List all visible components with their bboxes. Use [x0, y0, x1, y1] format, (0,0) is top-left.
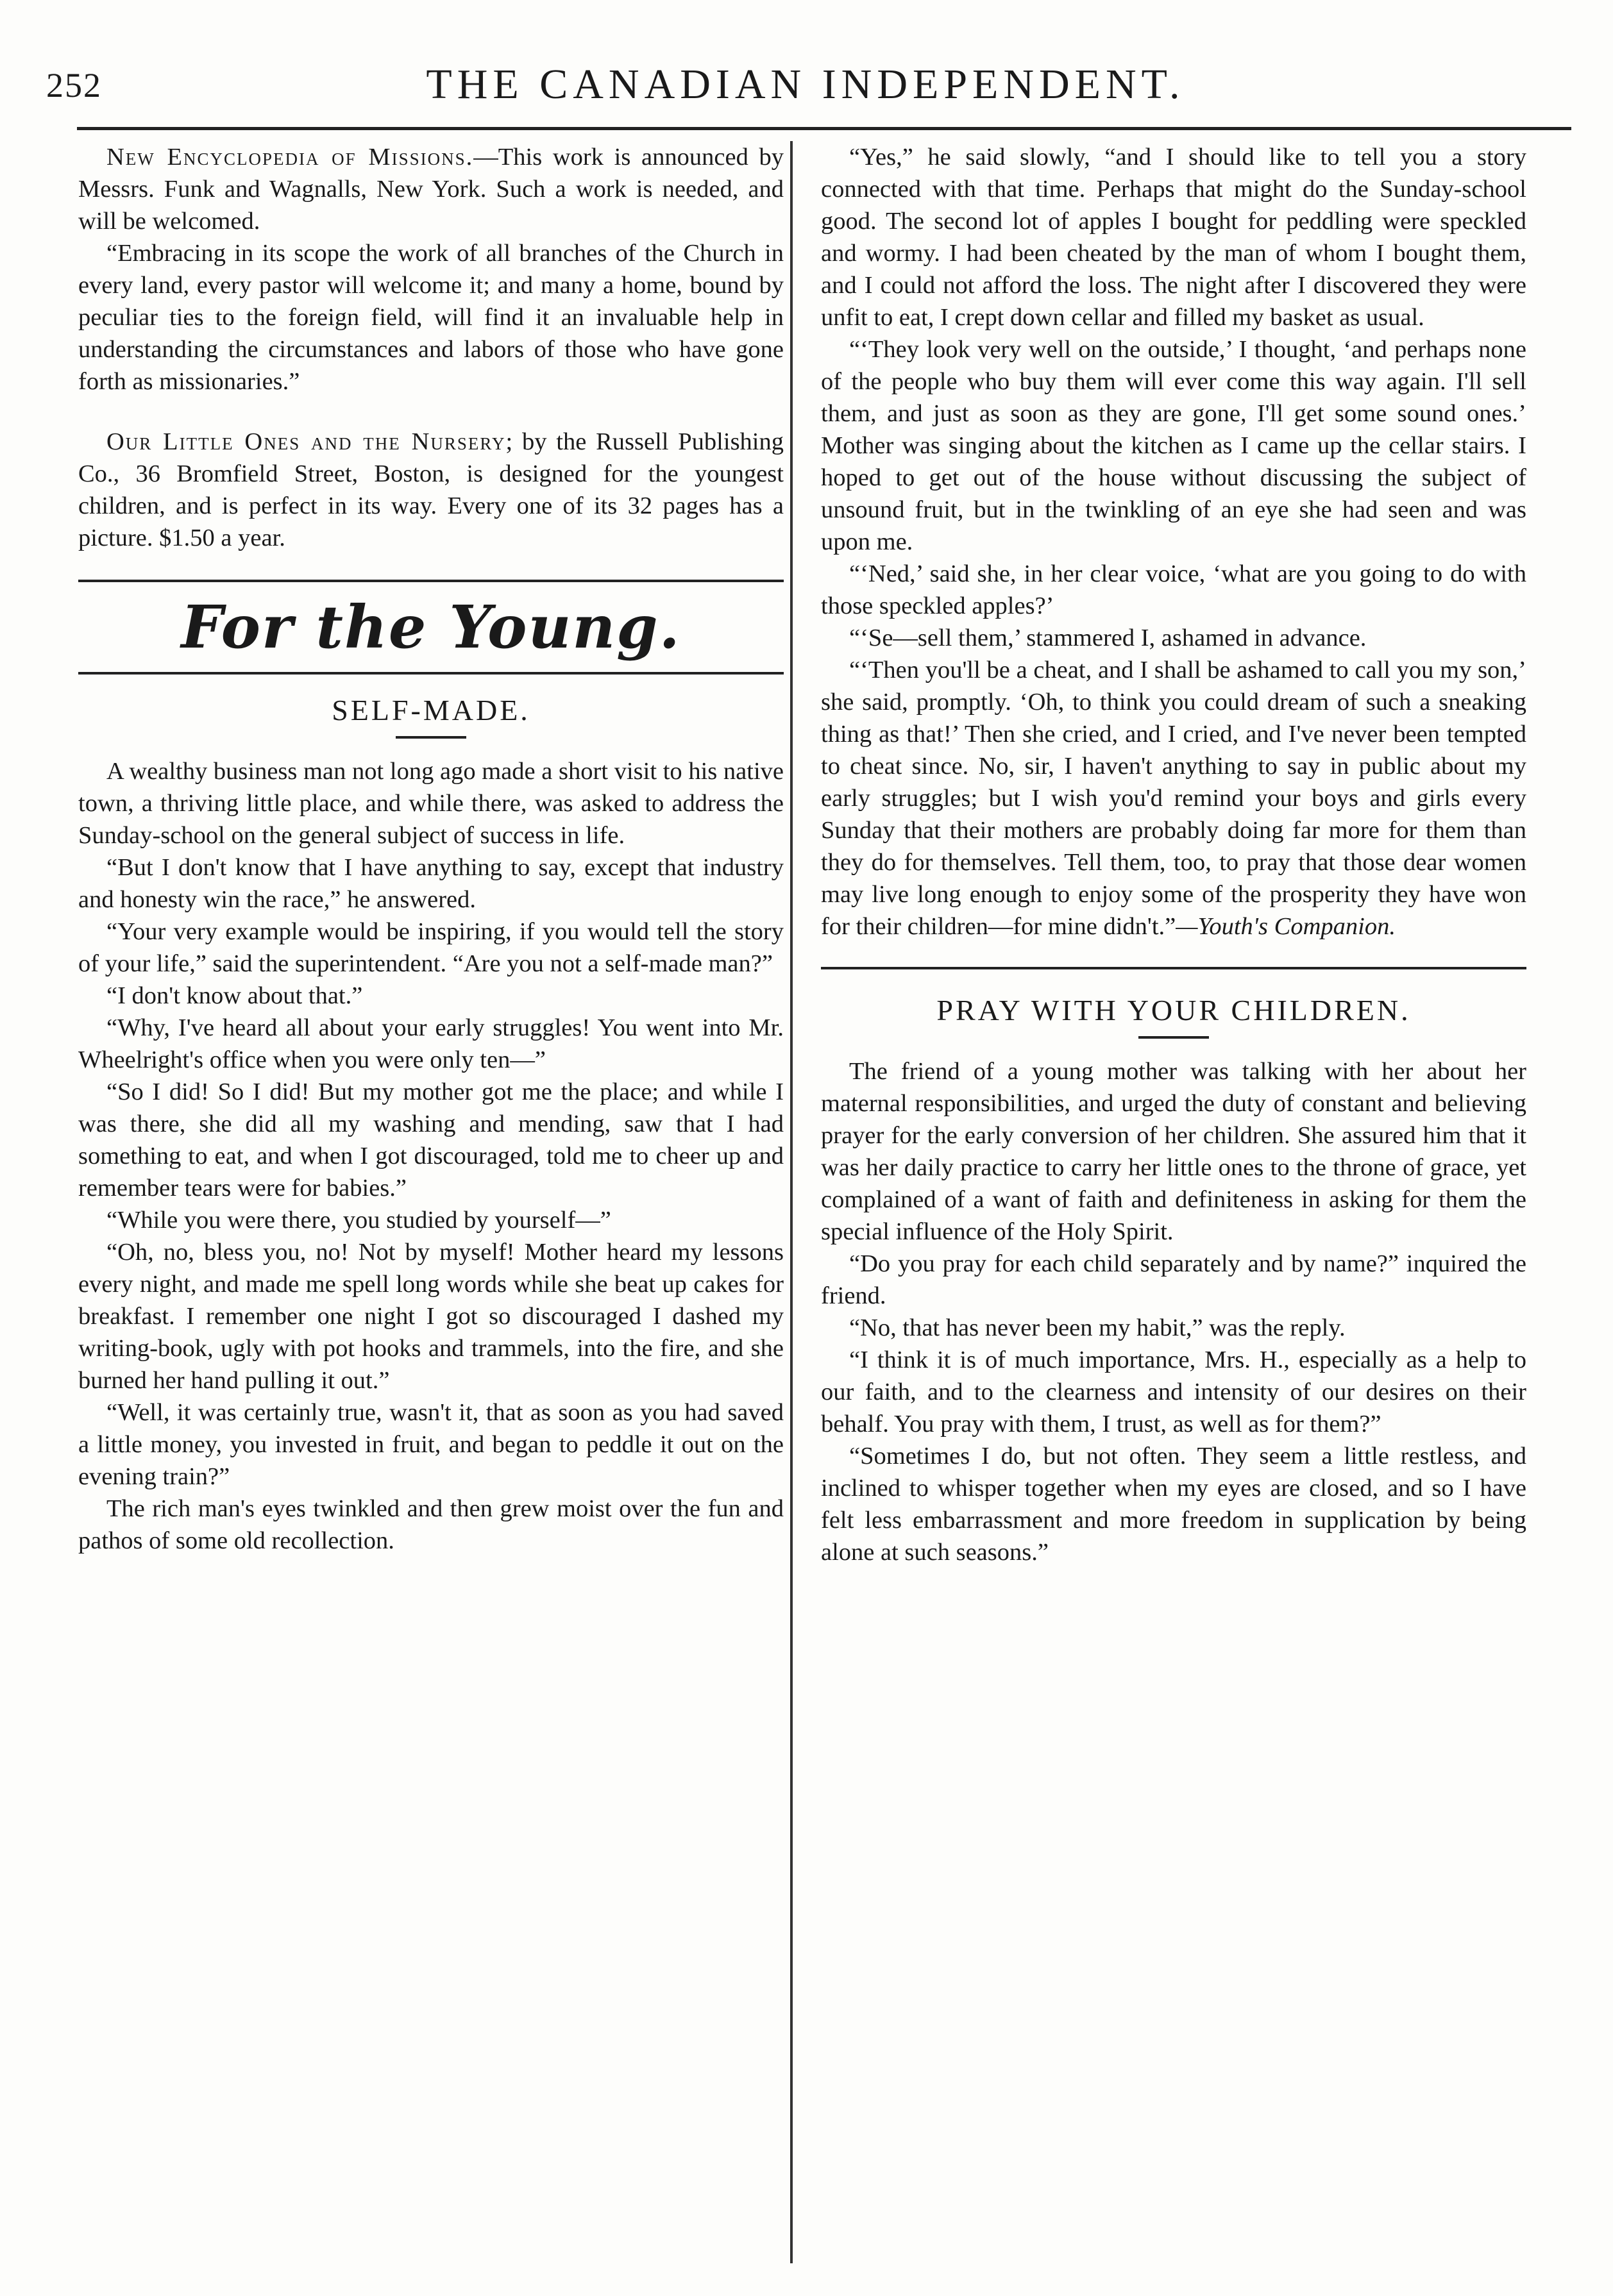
- page-header: [46, 56, 1565, 133]
- article-paragraph: “‘Ned,’ said she, in her clear voice, ‘what are you going to do with those speckled apples?’: [821, 560, 1526, 619]
- article-paragraph: The rich man's eyes twinkled and then grew moist over the fun and pathos of some old recollection.: [78, 1495, 784, 1554]
- department-rule-bottom: [78, 672, 784, 675]
- column-divider: [790, 141, 793, 2263]
- article-title-rule: [396, 736, 466, 739]
- left-column: [78, 141, 784, 2258]
- little-ones-notice: [78, 426, 784, 554]
- article-paragraph: “While you were there, you studied by yourself—”: [106, 1207, 611, 1234]
- right-column: [821, 141, 1526, 2258]
- little-ones-notice-text: ; by the Russell Publishing Co., 36 Bromfield Street, Boston, is designed for the youngest children, and is perfect in its way. Every one of its 32 pages has a picture. $1.50 a year.: [78, 428, 784, 551]
- article-paragraph: “Yes,” he said slowly, “and I should like to tell you a story connected with that time. Perhaps that might do the Sunday-school good. The second lot of apples I bought for peddling were speckled and wormy. I had been cheated by the man of whom I bought them, and I could not afford the loss. The night after I discovered they were unfit to eat, I crept down cellar and filled my basket as usual.: [821, 144, 1526, 331]
- department-heading-block: [78, 580, 784, 675]
- article-paragraph: A wealthy business man not long ago made a short visit to his native town, a thriving little place, and while there, was asked to address the Sunday-school on the general subject of success in life.: [78, 758, 784, 849]
- encyclopedia-quote: “Embracing in its scope the work of all branches of the Church in every land, every pastor will welcome it; and many a home, bound by peculiar ties to the foreign field, will find it an invaluable help in understanding the circumstances and labors of those who have gone forth as missionaries.”: [78, 240, 784, 395]
- article-paragraph-text: “‘Then you'll be a cheat, and I shall be ashamed to call you my son,’ she said, promptly. ‘Oh, to think you could dream of such a sneaking thing as that!’ Then she cried, and I cried, and I've never been tempted to cheat since. No, sir, I haven't anything to say in public about my early struggles; but I wish you'd remind your boys and girls every Sunday that their mothers are probably doing far more for them than they do for themselves. Tell them, too, to pray that those dear women may live long enough to enjoy some of the prosperity they have won for their children—for mine didn't.”: [821, 657, 1526, 940]
- article-paragraph: “I don't know about that.”: [106, 982, 363, 1009]
- department-rule-top: [78, 580, 784, 582]
- article-paragraph: “Well, it was certainly true, wasn't it, that as soon as you had saved a little money, you invested in fruit, and began to peddle it out on the evening train?”: [78, 1399, 784, 1490]
- article-paragraph-final: [821, 654, 1526, 943]
- article-paragraph: “Your very example would be inspiring, if you would tell the story of your life,” said the superintendent. “Are you not a self-made man?”: [78, 918, 784, 977]
- encyclopedia-notice-title: New Encyclopedia of Missions.: [106, 144, 474, 171]
- article-paragraph: “No, that has never been my habit,” was the reply.: [849, 1314, 1346, 1341]
- article-separator-rule: [821, 967, 1526, 969]
- article-paragraph: The friend of a young mother was talking with her about her maternal responsibilities, and urged the duty of constant and believing prayer for the early conversion of her children. She assured him that it was her daily practice to carry her little ones to the throne of grace, yet complained of a want of faith and definiteness in asking for them the special influence of the Holy Spirit.: [821, 1058, 1526, 1245]
- encyclopedia-notice-text: —This work is announced by Messrs. Funk and Wagnalls, New York. Such a work is needed, and will be welcomed.: [78, 144, 784, 235]
- journal-title: THE CANADIAN INDEPENDENT.: [426, 61, 1185, 108]
- page-number: 252: [46, 66, 102, 105]
- article-paragraph: “‘Se—sell them,’ stammered I, ashamed in advance.: [849, 624, 1367, 651]
- article-source: —Youth's Companion.: [1176, 913, 1396, 940]
- article-title-self-made: SELF-MADE.: [332, 694, 530, 726]
- article-paragraph: “I think it is of much importance, Mrs. H., especially as a help to our faith, and to the clearness and intensity of our desires on their behalf. You pray with them, I trust, as well as for them?”: [821, 1346, 1526, 1437]
- header-rule: [77, 127, 1571, 130]
- article-paragraph: “‘They look very well on the outside,’ I thought, ‘and perhaps none of the people who buy them will ever come this way again. I'll sell them, and just as soon as they are gone, I'll get some sound ones.’ Mother was singing about the kitchen as I came up the cellar stairs. I hoped to get out of the house without discussing the subject of unsound fruit, but in the twinkling of an eye she had seen and was upon me.: [821, 336, 1526, 555]
- little-ones-notice-title: Our Little Ones and the Nursery: [106, 428, 506, 455]
- department-title: For the Young.: [181, 592, 681, 662]
- article-paragraph: “So I did! So I did! But my mother got me the place; and while I was there, she did all my washing and mending, saw that I had something to eat, and when I got discouraged, told me to cheer up and remember tears were for babies.”: [78, 1078, 784, 1202]
- article-paragraph: “Sometimes I do, but not often. They seem a little restless, and inclined to whisper together when my eyes are closed, and so I have felt less embarrassment and more freedom in supplication by being alone at such seasons.”: [821, 1443, 1526, 1566]
- article-paragraph: “Do you pray for each child separately and by name?” inquired the friend.: [821, 1250, 1526, 1309]
- article-paragraph: “Oh, no, bless you, no! Not by myself! Mother heard my lessons every night, and made me spell long words while she beat up cakes for breakfast. I remember one night I got so discouraged I dashed my writing-book, ugly with pot hooks and trammels, into the fire, and she burned her hand pulling it out.”: [78, 1239, 784, 1394]
- article-title-rule: [1138, 1036, 1209, 1039]
- encyclopedia-notice: [78, 141, 784, 237]
- article-paragraph: “But I don't know that I have anything to say, except that industry and honesty win the race,” he answered.: [78, 854, 784, 913]
- article-title-pray: PRAY WITH YOUR CHILDREN.: [936, 994, 1411, 1026]
- article-paragraph: “Why, I've heard all about your early struggles! You went into Mr. Wheelright's office when you were only ten—”: [78, 1014, 784, 1073]
- spacer: [78, 398, 784, 426]
